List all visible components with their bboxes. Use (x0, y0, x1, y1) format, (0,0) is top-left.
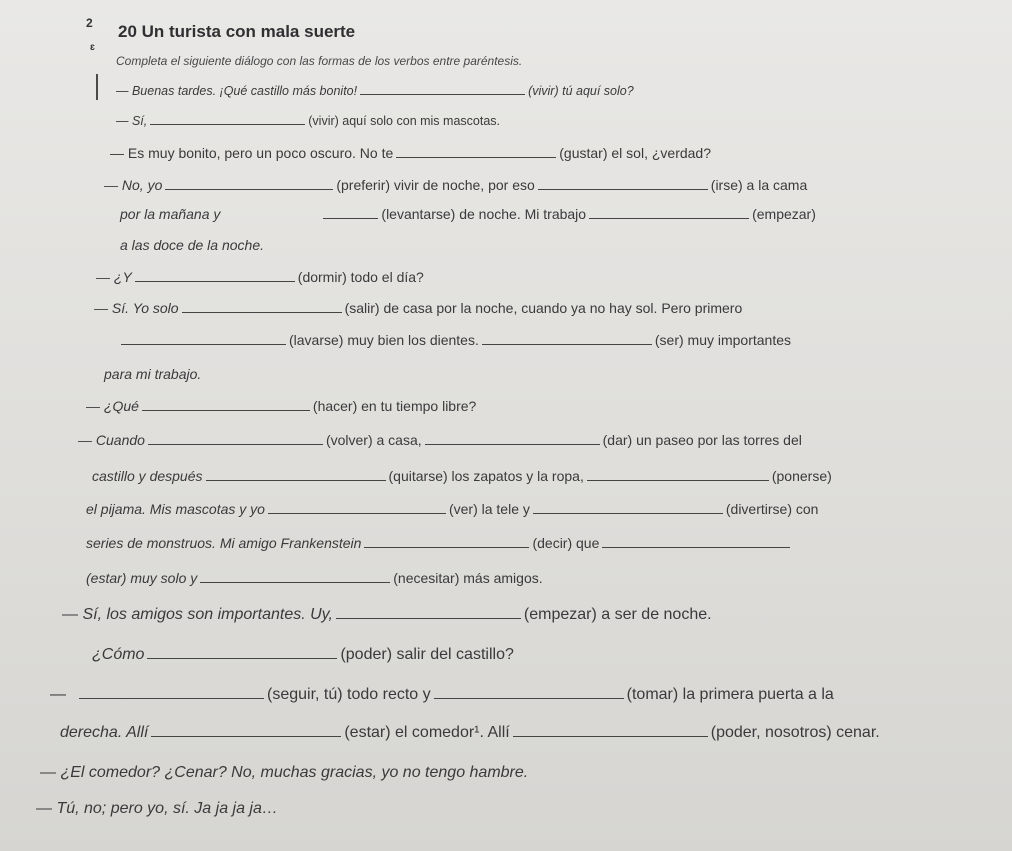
line-text: (empezar) (752, 206, 816, 222)
line-text: (vivir) tú aquí solo? (528, 84, 634, 98)
answer-blank[interactable] (589, 217, 749, 219)
answer-blank[interactable] (147, 657, 337, 659)
line-text: para mi trabajo. (104, 366, 202, 382)
dialogue-line (116, 114, 500, 128)
answer-blank[interactable] (142, 409, 310, 411)
answer-blank[interactable] (323, 217, 378, 219)
dialogue-line (86, 535, 793, 551)
line-text: (preferir) vivir de noche, por eso (336, 177, 535, 193)
line-text: (hacer) en tu tiempo libre? (312, 398, 477, 414)
line-text: ¿Cómo (92, 646, 145, 663)
line-text: (divertirse) con (725, 501, 819, 517)
dialogue-line (60, 724, 880, 742)
answer-blank[interactable] (533, 512, 723, 514)
answer-blank[interactable] (150, 123, 305, 125)
answer-blank[interactable] (135, 280, 295, 282)
margin-mark-number: 2 (86, 16, 93, 30)
line-text: castillo y después (92, 468, 203, 484)
line-text: — Sí, (116, 114, 148, 128)
line-text: (estar) muy solo y (86, 570, 198, 586)
line-text: (poder, nosotros) cenar. (710, 724, 880, 741)
line-text: (ser) muy importantes (654, 332, 792, 348)
exercise-title: 20 Un turista con mala suerte (118, 22, 356, 41)
answer-blank[interactable] (482, 343, 652, 345)
dialogue-line (36, 800, 278, 818)
line-text: — Cuando (78, 432, 145, 448)
dialogue-line (116, 84, 634, 98)
dialogue-line (92, 468, 832, 484)
line-text: — No, yo (104, 177, 163, 193)
answer-blank[interactable] (182, 311, 342, 313)
dialogue-line (118, 332, 791, 348)
answer-blank[interactable] (336, 617, 521, 619)
line-text: (salir) de casa por la noche, cuando ya no hay sol. Pero primero (344, 300, 743, 316)
answer-blank[interactable] (268, 512, 446, 514)
line-text: (necesitar) más amigos. (393, 570, 543, 586)
answer-blank[interactable] (79, 697, 264, 699)
line-text: (decir) que (532, 535, 600, 551)
answer-blank[interactable] (121, 343, 286, 345)
dialogue-line (62, 606, 712, 624)
line-text: (poder) salir del castillo? (340, 646, 514, 663)
line-text: (levantarse) de noche. Mi trabajo (381, 206, 587, 222)
dialogue-line (40, 764, 528, 782)
answer-blank[interactable] (360, 93, 525, 95)
dialogue-line (104, 177, 807, 193)
dialogue-line (110, 145, 711, 161)
line-text: — Tú, no; pero yo, sí. Ja ja ja ja… (36, 800, 278, 817)
answer-blank[interactable] (587, 479, 769, 481)
answer-blank[interactable] (364, 546, 529, 548)
exercise-instructions: Completa el siguiente diálogo con las formas de los verbos entre paréntesis. (116, 54, 523, 68)
answer-blank[interactable] (148, 443, 323, 445)
line-text: (lavarse) muy bien los dientes. (289, 332, 479, 348)
dialogue-line (86, 570, 543, 586)
dialogue-line (104, 366, 201, 382)
line-text: (empezar) a ser de noche. (523, 606, 712, 623)
line-text: (tomar) la primera puerta a la (626, 686, 834, 703)
dialogue-line (94, 300, 742, 316)
answer-blank[interactable] (165, 188, 333, 190)
dialogue-line (86, 501, 818, 517)
dialogue-line (96, 269, 424, 285)
margin-bar (96, 74, 98, 100)
line-text: (vivir) aquí solo con mis mascotas. (308, 114, 500, 128)
dialogue-line (120, 206, 816, 222)
answer-blank[interactable] (425, 443, 600, 445)
answer-blank[interactable] (434, 697, 624, 699)
answer-blank[interactable] (602, 546, 790, 548)
line-text: — (50, 686, 66, 703)
dialogue-line (50, 686, 834, 704)
line-text: (gustar) el sol, ¿verdad? (559, 145, 711, 161)
line-text: series de monstruos. Mi amigo Frankenstein (86, 535, 362, 551)
answer-blank[interactable] (396, 156, 556, 158)
answer-blank[interactable] (151, 735, 341, 737)
margin-mark-symbol: ɛ (90, 42, 95, 53)
line-text: (dar) un paseo por las torres del (602, 432, 802, 448)
line-text: (ponerse) (771, 468, 832, 484)
line-text: — Es muy bonito, pero un poco oscuro. No te (110, 145, 394, 161)
line-text: a las doce de la noche. (120, 237, 264, 253)
line-text: (seguir, tú) todo recto y (267, 686, 431, 703)
line-text: (ver) la tele y (448, 501, 530, 517)
dialogue-line (120, 237, 264, 253)
line-text: (volver) a casa, (325, 432, 422, 448)
line-text: (irse) a la cama (710, 177, 808, 193)
line-text: por la mañana y (120, 206, 221, 222)
answer-blank[interactable] (206, 479, 386, 481)
line-text: — ¿Qué (86, 398, 139, 414)
line-text: — Sí. Yo solo (94, 300, 179, 316)
dialogue-line (86, 398, 476, 414)
answer-blank[interactable] (200, 581, 390, 583)
line-text: — Sí, los amigos son importantes. Uy, (62, 606, 333, 623)
line-text: — ¿El comedor? ¿Cenar? No, muchas gracias, yo no tengo hambre. (40, 764, 529, 781)
answer-blank[interactable] (538, 188, 708, 190)
line-text: (estar) el comedor¹. Allí (344, 724, 510, 741)
line-text: derecha. Allí (60, 724, 149, 741)
line-text: (quitarse) los zapatos y la ropa, (388, 468, 584, 484)
answer-blank[interactable] (513, 735, 708, 737)
line-text: (dormir) todo el día? (297, 269, 424, 285)
line-text: — ¿Y (96, 269, 132, 285)
dialogue-line (92, 646, 514, 664)
line-text: — Buenas tardes. ¡Qué castillo más bonito! (116, 84, 358, 98)
line-text: el pijama. Mis mascotas y yo (86, 501, 265, 517)
dialogue-line (78, 432, 802, 448)
